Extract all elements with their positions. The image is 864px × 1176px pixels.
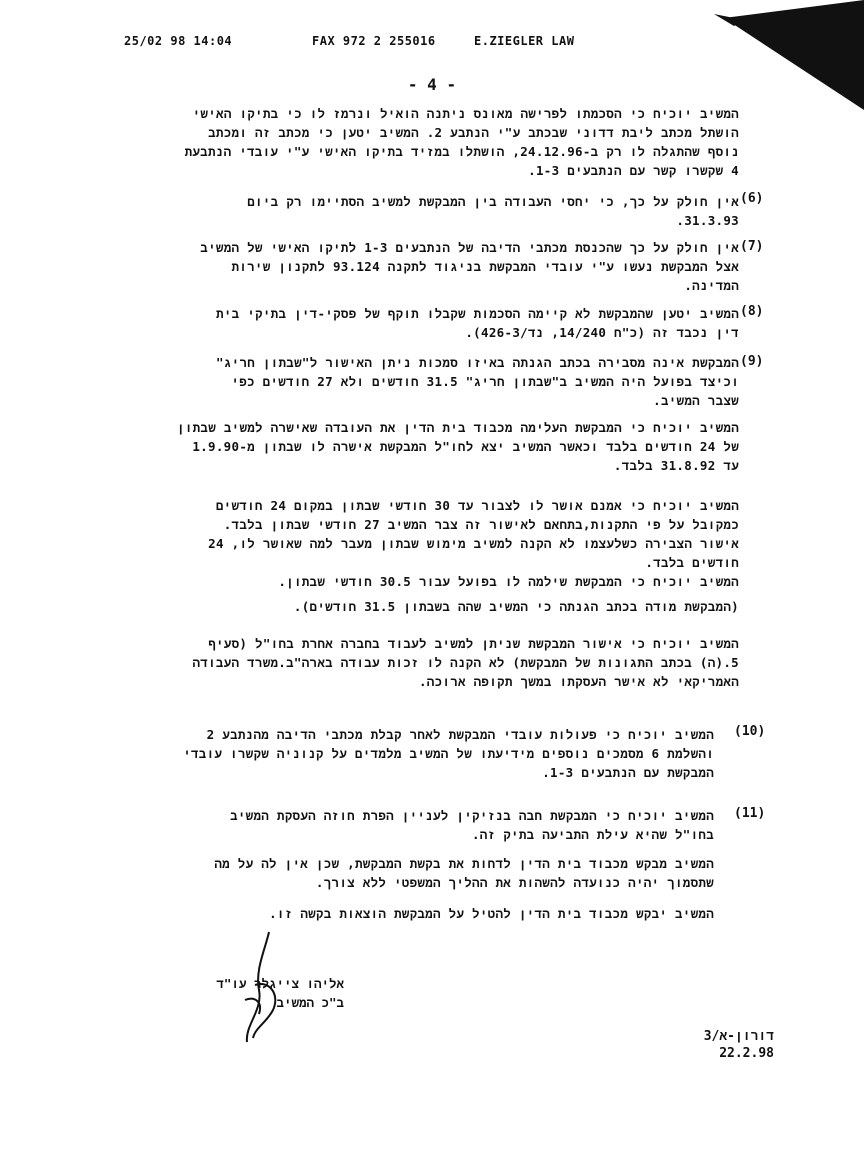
paragraph-text: אין חולק על כך שהכנסת מכתבי הדיבה של הנתבעים 1-3 לתיקו האישי של המשיב אצל המבקשת נעשו ע"י עובדי המבקשת בניגוד לתקנה 93.124 לתקנון שירות המדינה. [200, 240, 739, 293]
document-code: דורון-א/3 [703, 1029, 774, 1044]
paragraph-text: המשיב יטען שהמבקשת לא קיימה הסכמות שקבלו תוקף של פסקי-דין בתיקי בית דין נכבד זה (כ"ח 14/240, נד/426-3). [216, 306, 739, 340]
paragraph-text: המשיב יוכיח כי אישור המבקשת שניתן למשיב לעבוד בחברה אחרת בחו"ל (סעיף 5.(ה) בכתב התגונות של המבקשת) לא הקנה לו זכות עבודה בארה"ב.משרד העבודה האמריקאי לא אישר העסקתו במשך תקופה ארוכה. [192, 636, 739, 689]
fax-date-time: 25/02 98 14:04 [124, 34, 233, 48]
paragraph-text: המשיב יוכיח כי המבקשת העלימה מכבוד בית הדין את העובדה שאישרה למשיב שבתון של 24 חודשים בלבד וכאשר המשיב יצא לחו"ל המבקשת אישרה לו שבתון מ-1.9.90 עד 31.8.92 בלבד. [177, 420, 739, 473]
request-text: המשיב מבקש מכבוד בית הדין לדחות את בקשת המבקשת, שכן אין לה על מה שתסמוך יהיה כנועדה להשהות את ההליך המשפטי ללא צורך. [214, 856, 714, 890]
signature-role: ב"כ המשיב [276, 995, 344, 1010]
paragraph-number: (11) [734, 806, 766, 821]
paragraph-text: אין חולק על כך, כי יחסי העבודה בין המבקשת למשיב הסתיימו רק ביום 31.3.93. [247, 194, 739, 228]
paragraph-text: המשיב יוכיח כי המבקשת חבה בנזיקין לעניין הפרת חוזה העסקת המשיב בחו"ל שהיא עילת התביעה בתיק זה. [230, 808, 714, 842]
paragraph-text: המשיב יוכיח כי אמנם אושר לו לצבור עד 30 חודשי שבתון במקום 24 חודשים כמקובל על פי התקנות,בתחאם לאישור זה צבר המשיב 27 חודשי שבתון בלבד. אישור הצבירה כשלעצמו לא הקנה למשיב מימוש שבתון מעבר למה שאושר לו, 24 חודשים בלבד. המשיב יוכיח כי המבקשת שילמה לו בפועל עבור 30.5 חודשי שבתון. [208, 498, 739, 589]
paragraph-intro: המשיב יוכיח כי הסכמתו לפרישה מאונס ניתנה הואיל ונרמז לו כי בתיקו האישי הושתל מכתב ליבת דדוני שבכתב ע"י הנתבע 2. המשיב יטען כי מכתב זה ומכתב נוסף שהתגלה לו רק ב-24.12.96, הושתלו במזיד בתיקו האישי ע"י עובדי הנתבעת 4 שקשרו קשר עם הנתבעים 1-3. [184, 106, 739, 178]
page-number: - 4 - [407, 75, 457, 94]
signature-block [144, 974, 344, 1012]
document-date: 22.2.98 [719, 1046, 774, 1061]
paragraph-number: (7) [740, 239, 764, 254]
signature-name: אליהו צייגלר עו"ד [216, 976, 344, 991]
paragraph-number: (10) [734, 724, 766, 739]
paragraph-number: (6) [740, 191, 764, 206]
paragraph-text: המבקשת אינה מסבירה בכתב הגנתה באיזו סמכות ניתן האישור ל"שבתון חריג" וכיצד בפועל היה המשיב ב"שבתון חריג" 31.5 חודשים ולא 27 חודשים כפי שצבר המשיב. [216, 355, 739, 408]
request-text: המשיב יבקש מכבוד בית הדין להטיל על המבקשת הוצאות בקשה זו. [269, 906, 714, 921]
document-reference [654, 1028, 774, 1062]
fax-number: FAX 972 2 255016 [312, 34, 436, 48]
paragraph-text: המשיב יוכיח כי פעולות עובדי המבקשת לאחר קבלת מכתבי הדיבה מהנתבע 2 והשלמת 6 מסמכים נוספים מידיעתו של המשיב מלמדים על קנוניה שקשרו עובדי המבקשת עם הנתבעים 1-3. [183, 727, 714, 780]
paragraph-number: (9) [740, 354, 764, 369]
paragraph-number: (8) [740, 304, 764, 319]
fax-sender: E.ZIEGLER LAW [474, 34, 575, 48]
paragraph-text: (המבקשת מודה בכתב הגנתה כי המשיב שהה בשבתון 31.5 חודשים). [293, 599, 739, 614]
